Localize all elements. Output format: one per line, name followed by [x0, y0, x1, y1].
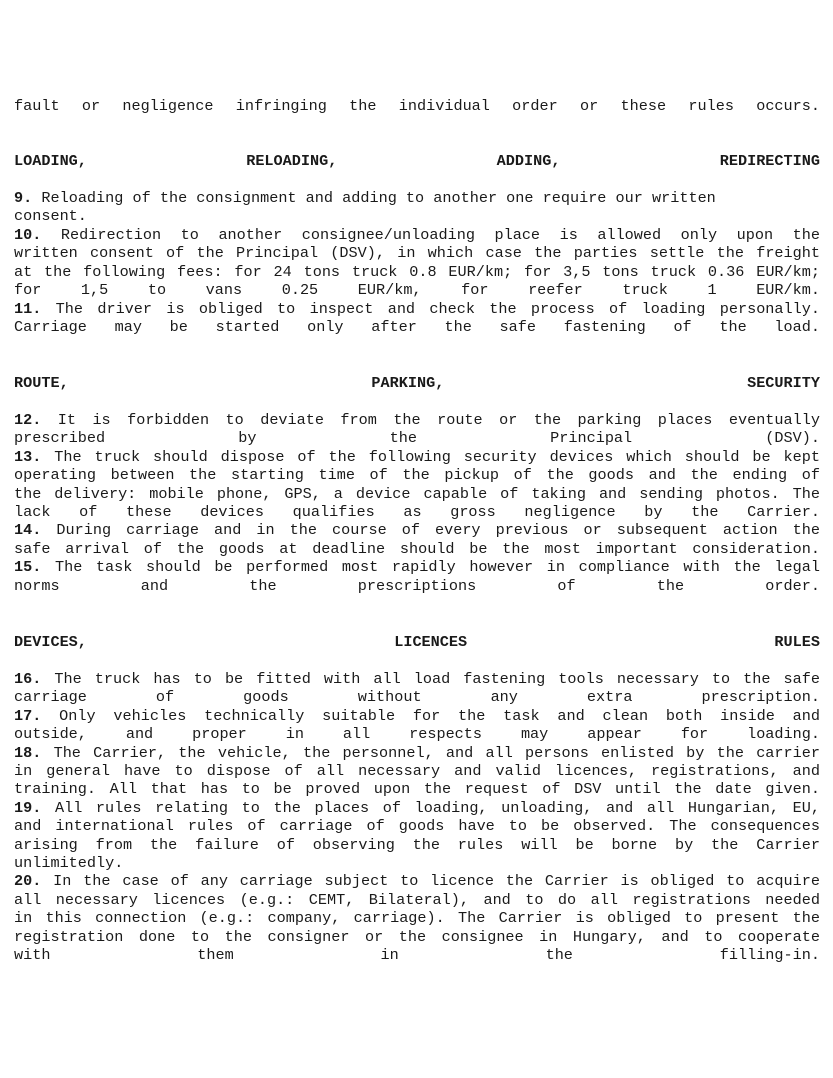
clause-9: 9. Reloading of the consignment and adding to another one require our written [14, 189, 716, 207]
clause-13-line: lack of these devices qualifies as gross negligence by the Carrier. [14, 503, 820, 521]
clause-13-line: the delivery: mobile phone, GPS, a device capable of taking and sending photos. The [14, 484, 820, 503]
clause-19-line: unlimitedly. [14, 854, 124, 872]
clause-11: 11. The driver is obliged to inspect and check the process of loading personally. [14, 299, 820, 318]
clause-20-line: with them in the filling-in. [14, 946, 820, 964]
clause-16: 16. The truck has to be fitted with all load fastening tools necessary to the safe [14, 670, 820, 688]
clause-10: 10. Redirection to another consignee/unloading place is allowed only upon the [14, 226, 820, 244]
clause-19: 19. All rules relating to the places of loading, unloading, and all Hungarian, EU, [14, 798, 820, 817]
clause-13: 13. The truck should dispose of the following security devices which should be kept [14, 447, 820, 466]
clause-20-line: all necessary licences (e.g.: CEMT, Bilateral), and to do all registrations needed [14, 890, 820, 909]
clause-15: 15. The task should be performed most rapidly however in compliance with the legal [14, 558, 820, 577]
clause-13-line: operating between the starting time of the pickup of the goods and the ending of [14, 466, 820, 485]
section-heading-loading: LOADING, RELOADING, ADDING, REDIRECTING [14, 152, 820, 170]
clause-20-line: registration done to the consigner or the consignee in Hungary, and to cooperate [14, 927, 820, 946]
clause-20-line: in this connection (e.g.: company, carriage). The Carrier is obliged to present the [14, 909, 820, 928]
clause-11-line: Carriage may be started only after the safe fastening of the load. [14, 318, 820, 336]
section-heading-devices: DEVICES, LICENCES RULES [14, 633, 820, 651]
clause-18-line: in general have to dispose of all necessary and valid licences, registrations, and [14, 762, 820, 780]
clause-14: 14. During carriage and in the course of every previous or subsequent action the [14, 521, 820, 540]
intro-paragraph: fault or negligence infringing the individual order or these rules occurs. [14, 97, 820, 115]
clause-16-line: carriage of goods without any extra prescription. [14, 688, 820, 707]
clause-10-line: at the following fees: for 24 tons truck 0.8 EUR/km; for 3,5 tons truck 0.36 EUR/km; [14, 262, 820, 281]
clause-17: 17. Only vehicles technically suitable for the task and clean both inside and [14, 706, 820, 725]
clause-18: 18. The Carrier, the vehicle, the personnel, and all persons enlisted by the carrier [14, 743, 820, 762]
clause-19-line: arising from the failure of observing the rules will be borne by the Carrier [14, 835, 820, 854]
clause-19-line: and international rules of carriage of goods have to be observed. The consequences [14, 817, 820, 836]
clause-10-line: written consent of the Principal (DSV), in which case the parties settle the freight [14, 244, 820, 263]
clause-17-line: outside, and proper in all respects may appear for loading. [14, 725, 820, 744]
clause-12: 12. It is forbidden to deviate from the route or the parking places eventually [14, 411, 820, 429]
clause-10-line: for 1,5 to vans 0.25 EUR/km, for reefer truck 1 EUR/km. [14, 281, 820, 300]
clause-20: 20. In the case of any carriage subject to licence the Carrier is obliged to acquire [14, 872, 820, 891]
clause-18-line: training. All that has to be proved upon the request of DSV until the date given. [14, 780, 820, 799]
clause-15-line: norms and the prescriptions of the order. [14, 576, 820, 595]
section-heading-route: ROUTE, PARKING, SECURITY [14, 374, 820, 392]
clause-14-line: safe arrival of the goods at deadline should be the most important consideration. [14, 539, 820, 558]
clause-9-line: consent. [14, 207, 87, 226]
clause-12-line: prescribed by the Principal (DSV). [14, 429, 820, 448]
